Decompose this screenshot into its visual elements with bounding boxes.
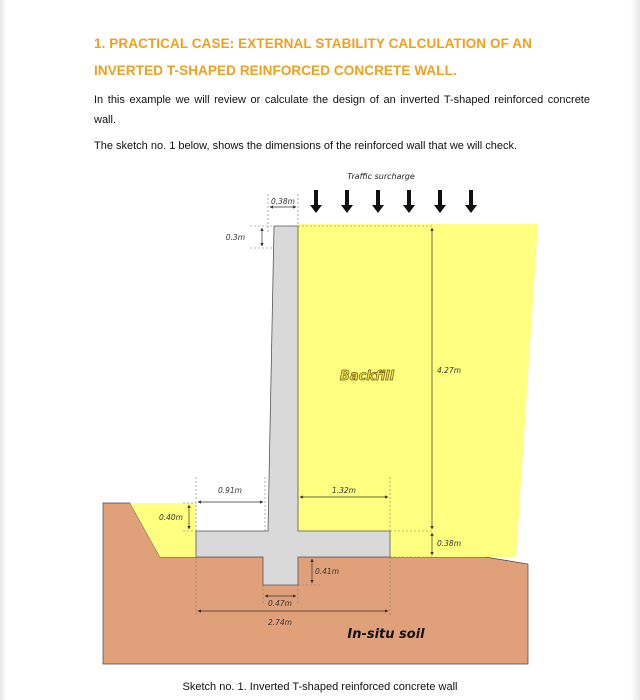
- heading-line-2: INVERTED T-SHAPED REINFORCED CONCRETE WALL.: [94, 63, 457, 78]
- traffic-surcharge-arrows: [310, 190, 477, 213]
- sketch-reference-paragraph: The sketch no. 1 below, shows the dimensions of the reinforced wall that we will check.: [94, 140, 518, 152]
- dim-key-width: 0.47m: [267, 599, 293, 608]
- dim-base-width: 2.74m: [267, 618, 293, 627]
- dim-stem-top-height: 0.3m: [225, 233, 245, 242]
- dim-front-soil: 0.40m: [158, 513, 183, 522]
- dim-wall-height: 4.27m: [437, 366, 462, 375]
- in-situ-soil-label: In-situ soil: [347, 627, 425, 642]
- dim-base-thickness: 0.38m: [437, 539, 462, 548]
- dim-heel-length: 1.32m: [331, 486, 357, 495]
- dim-toe-length: 0.91m: [217, 486, 243, 495]
- backfill-label: Backfill: [339, 369, 395, 384]
- figure-caption: Sketch no. 1. Inverted T-shaped reinforced concrete wall: [182, 681, 458, 693]
- heading-line-1: 1. PRACTICAL CASE: EXTERNAL STABILITY CALCULATION OF AN: [94, 36, 533, 51]
- backfill-area: [298, 224, 538, 557]
- intro-paragraph: In this example we will review or calculate the design of an inverted T-shaped reinforced concrete wall.: [94, 94, 590, 126]
- dim-key-depth: 0.41m: [315, 567, 340, 576]
- traffic-surcharge-label: Traffic surcharge: [347, 172, 415, 181]
- dim-stem-top-width: 0.38m: [270, 197, 296, 206]
